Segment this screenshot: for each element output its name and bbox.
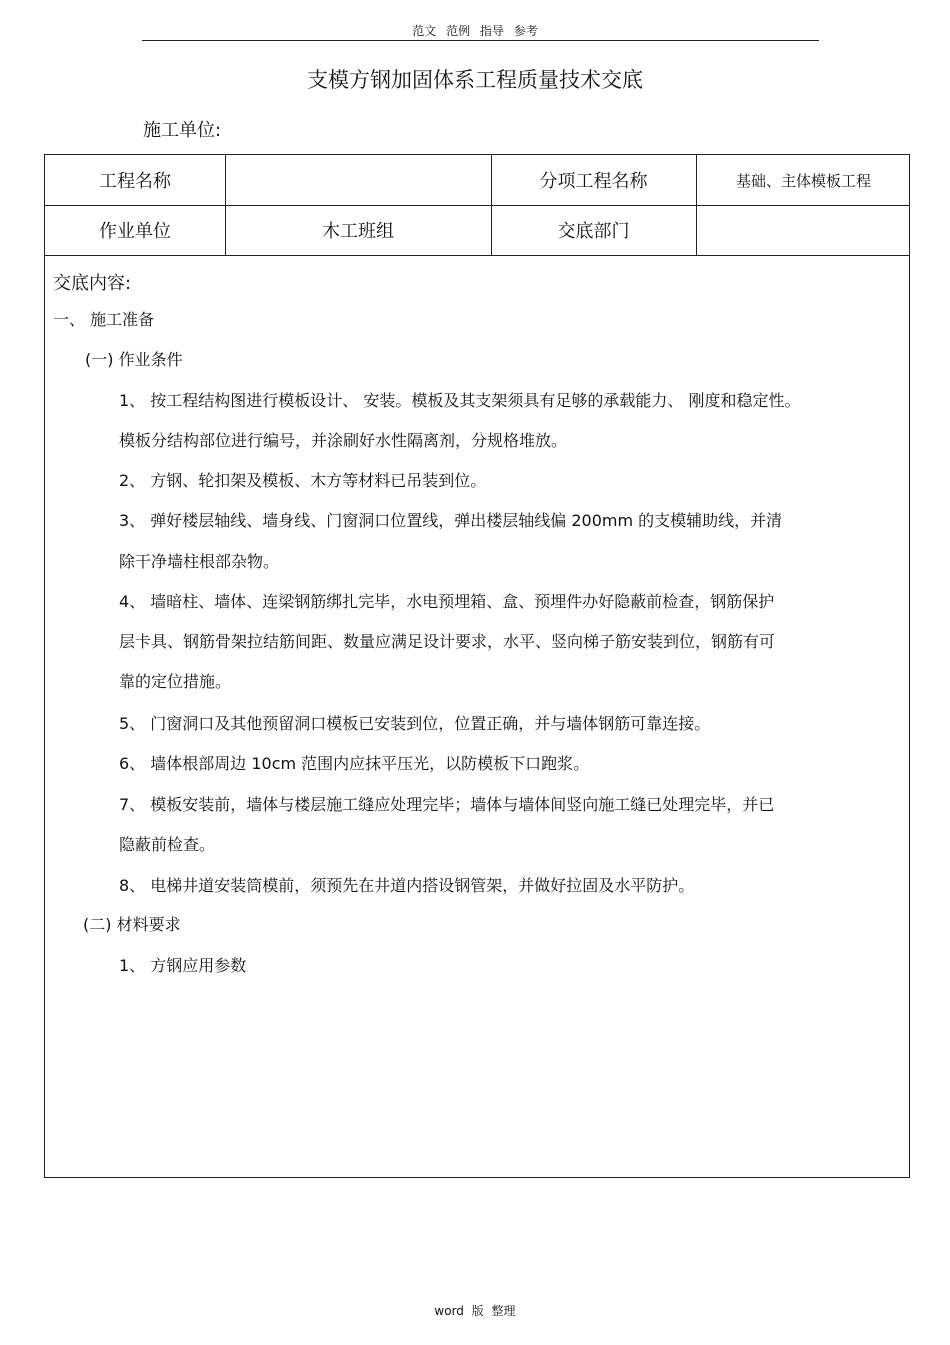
disclosure-dept-label: 交底部门 [557, 221, 630, 242]
sub-project-name-label: 分项工程名称 [539, 171, 648, 192]
subsection-heading: (一) 作业条件 [85, 350, 183, 369]
project-name-label: 工程名称 [99, 171, 171, 192]
page-header: 范文 范例 指导 参考 [412, 24, 538, 38]
list-item-continuation: 靠的定位措施。 [119, 672, 232, 691]
list-item-continuation: 层卡具、钢筋骨架拉结筋间距、数量应满足设计要求，水平、竖向梯子筋安装到位，钢筋有可 [119, 632, 776, 651]
section-heading: 一、 施工准备 [53, 310, 155, 329]
list-item-continuation: 除干净墙柱根部杂物。 [119, 552, 280, 571]
list-item: 1、 按工程结构图进行模板设计、 安装。模板及其支架须具有足够的承载能力、 刚度和稳定性。 [119, 391, 801, 410]
list-item: 3、 弹好楼层轴线、墙身线、门窗洞口位置线，弹出楼层轴线偏 200mm 的支模辅助线，并清 [119, 511, 783, 530]
work-unit-value: 木工班组 [322, 221, 394, 242]
list-item: 6、 墙体根部周边 10cm 范围内应抹平压光，以防模板下口跑浆。 [119, 754, 590, 773]
table-row-divider [45, 255, 909, 256]
list-item-continuation: 模板分结构部位进行编号，并涂刷好水性隔离剂，分规格堆放。 [119, 431, 568, 450]
subsection-heading: (二) 材料要求 [83, 915, 181, 934]
document-title: 支模方钢加固体系工程质量技术交底 [307, 68, 643, 92]
list-item: 1、 方钢应用参数 [119, 956, 247, 975]
page-footer: word 版 整理 [434, 1304, 516, 1318]
header-rule [142, 40, 819, 41]
list-item-continuation: 隐蔽前检查。 [119, 835, 216, 854]
construction-unit-label: 施工单位: [143, 120, 222, 141]
list-item: 8、 电梯井道安装筒模前，须预先在井道内搭设钢管架，并做好拉固及水平防护。 [119, 876, 695, 895]
content-heading: 交底内容: [53, 273, 132, 294]
disclosure-table [44, 154, 910, 1178]
work-unit-label: 作业单位 [99, 221, 171, 242]
disclosure-dept-value [696, 205, 911, 255]
list-item: 7、 模板安装前，墙体与楼层施工缝应处理完毕；墙体与墙体间竖向施工缝已处理完毕，并已 [119, 795, 775, 814]
list-item: 5、 门窗洞口及其他预留洞口模板已安装到位，位置正确，并与墙体钢筋可靠连接。 [119, 714, 711, 733]
list-item: 4、 墙暗柱、墙体、连梁钢筋绑扎完毕，水电预埋箱、盒、预埋件办好隐蔽前检查，钢筋保护 [119, 592, 775, 611]
list-item: 2、 方钢、轮扣架及模板、木方等材料已吊装到位。 [119, 471, 487, 490]
sub-project-name-value: 基础、主体模板工程 [735, 171, 871, 190]
project-name-value [225, 155, 491, 205]
